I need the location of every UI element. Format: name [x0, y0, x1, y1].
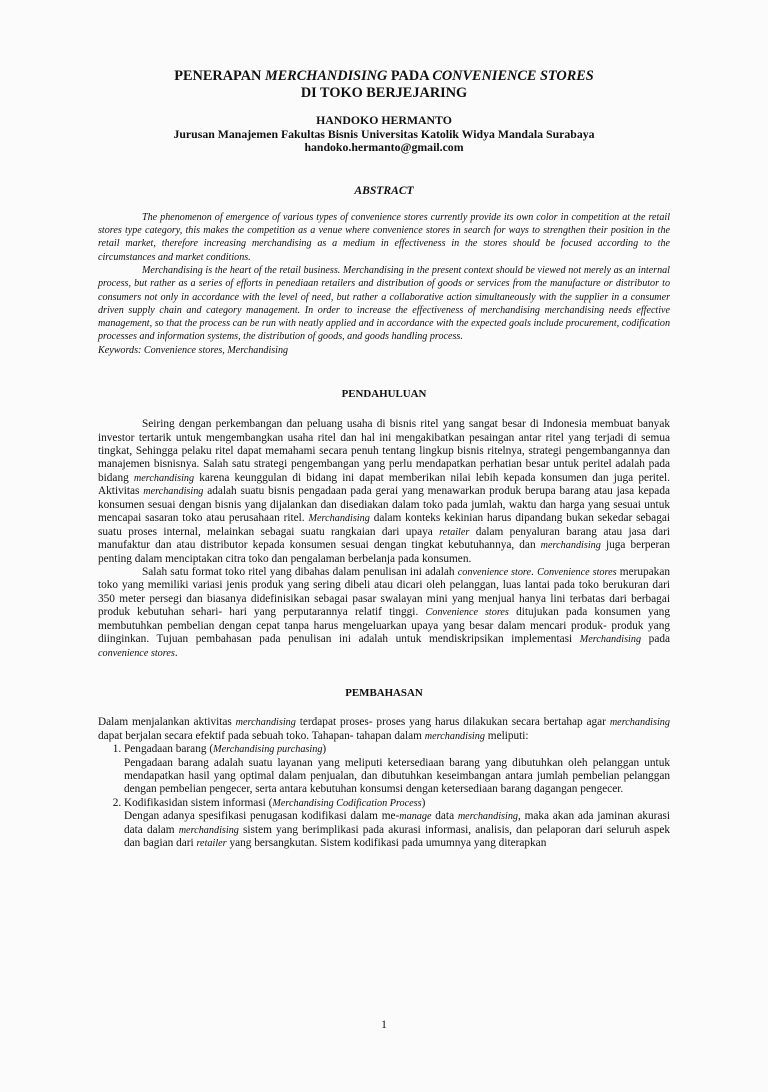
text-run: Pengadaan barang (: [124, 743, 214, 756]
pendahuluan-paragraph-2: [98, 566, 670, 660]
italic-term: convenience store: [457, 567, 532, 579]
abstract-paragraph-2: Merchandising is the heart of the retail business. Merchandising in the present context should be viewed not merely as an internal process, but rather as a series of efforts in penediaan retailers and distribution of goods or services from the manufacture or distributor to consumers not only in accordance with the level of need, but rather a collaborative action simultaneously with the supplier in a consumer driven supply chain and category management. In order to increase the effectiveness of merchandising merchandising needs effective management, so that the process can be run with neatly applied and in accordance with the expected goals include procurement, codification processes and information systems, the distribution of goods, and goods handling process.: [98, 264, 670, 343]
pembahasan-body: [98, 716, 670, 851]
abstract-body: [98, 211, 670, 357]
title-text: PENERAPAN: [174, 68, 265, 84]
text-run: sistem yang berimplikasi pada akurasi informasi, analisis, dan pelaporan dari seluruh aspek dan bagian dari: [124, 823, 670, 850]
pembahasan-intro: [98, 716, 670, 743]
title-line-1: [98, 68, 670, 85]
italic-term: retailer: [439, 526, 470, 538]
text-run: karena keunggulan di bidang ini dapat memberikan nilai lebih kepada konsumen dan juga peritel. Aktivitas: [98, 471, 670, 498]
text-run: dalam konteks kekinian harus dipandang bukan sekedar sebagai suatu proses internal, melainkan sebagai suatu rangkaian dari upaya: [98, 512, 670, 538]
italic-term: Merchandising Codification Process: [272, 797, 422, 809]
abstract-paragraph-1: The phenomenon of emergence of various types of convenience stores currently provide its own color in competition at the retail stores type category, this makes the competition as a venue where convenience stores in search for ways to strengthen their position in the retail market, therefore increasing merchandising as a medium in effectiveness in the stores should be focused according to the circumstances and market conditions.: [98, 211, 670, 263]
list-item-title: [124, 797, 670, 810]
author-affiliation: Jurusan Manajemen Fakultas Bisnis Universitas Katolik Widya Mandala Surabaya: [173, 126, 595, 141]
text-run: .: [531, 566, 538, 579]
text-run: juga berperan penting dalam menciptakan citra toko dan pengalaman berbelanja pada konsumen.: [98, 539, 670, 565]
paper-page: [0, 68, 768, 1092]
text-run: ): [421, 796, 426, 809]
title-text: PADA: [387, 68, 433, 84]
italic-term: retailer: [196, 838, 227, 850]
text-run: adalah suatu bisnis pengadaan pada gerai yang menawarkan produk berupa barang atau jasa kepada konsumen sesuai dengan bisnis yang dijalankan dan disediakan dalam toko pada jumlah, waktu dan harga yang sesuai untuk mencapai sasaran toko atau perusahaan ritel.: [98, 485, 670, 525]
italic-term: merchandising: [143, 486, 204, 498]
abstract-heading: ABSTRACT: [354, 183, 414, 197]
title-italic-text: MERCHANDISING: [264, 68, 388, 84]
italic-term: merchandising: [609, 717, 670, 729]
text-run: dapat berjalan secara efektif pada sebuah toko. Tahapan- tahapan dalam: [98, 729, 425, 742]
section-heading-pendahuluan: PENDAHULUAN: [341, 388, 427, 401]
list-item-body: [124, 810, 670, 850]
italic-term: Merchandising: [579, 634, 642, 646]
italic-term: merchandising: [424, 730, 485, 742]
italic-term: Merchandising purchasing: [213, 744, 323, 756]
text-run: Dalam menjalankan aktivitas: [98, 716, 236, 729]
text-run: , maka akan ada jaminan akurasi data dalam: [124, 810, 670, 836]
text-run: pada: [641, 633, 670, 646]
text-run: terdapat proses- proses yang harus dilakukan secara bertahap agar: [295, 716, 610, 729]
section-heading-pembahasan: PEMBAHASAN: [345, 687, 423, 700]
text-run: Salah satu format toko ritel yang dibahas dalam penulisan ini adalah: [142, 566, 458, 579]
text-run: merupakan toko yang memiliki variasi jenis produk yang sering dibeli atau dicari oleh pelanggan, luas lantai pada toko berukuran dari 350 meter persegi dan biasanya didefinisikan sebagai pasar swalayan mini yang menjual hanya lini terbatas dari berbagai produk kebutuhan sehari- hari yang perputarannya relatif tinggi.: [98, 566, 670, 619]
list-item-title: [124, 743, 670, 756]
title-italic-text: CONVENIENCE STORES: [432, 68, 594, 84]
italic-term: merchandising: [178, 824, 239, 836]
pendahuluan-paragraph-1: [98, 418, 670, 566]
text-run: yang bersangkutan. Sistem kodifikasi pada umumnya yang diterapkan: [226, 837, 547, 850]
pendahuluan-body: [98, 418, 670, 660]
tahapan-list: [98, 743, 670, 851]
italic-term: merchandising: [540, 540, 601, 552]
text-run: meliputi:: [484, 729, 529, 742]
text-run: ditujukan pada konsumen yang membutuhkan pembelian dengan cepat tanpa harus mengeluarkan upaya yang besar dalam mencari produk- produk yang diinginkan. Tujuan pembahasan pada penulisan ini adalah untuk mendiskripsikan implementasi: [98, 606, 670, 646]
keywords-text: Convenience stores, Merchandising: [141, 344, 289, 356]
text-run: Dengan adanya spesifikasi penugasan kodifikasi dalam me-: [124, 810, 400, 823]
keywords-line: [98, 344, 670, 357]
keywords-label: Keywords:: [98, 344, 142, 356]
list-item-body: Pengadaan barang adalah suatu layanan yang meliputi ketersediaan barang yang dibutuhkan oleh pelanggan untuk mendapatkan hasil yang optimal dalam penjualan, dan dibutuhkan keseimbangan antara jumlah pembelian pelanggan dengan pembelian pengecer, serta antara kebutuhan konsumsi dengan ketersediaan barang dagangan pengecer.: [124, 756, 670, 796]
italic-term: Convenience stores: [537, 567, 617, 579]
list-item: [124, 797, 670, 851]
italic-term: merchandising: [235, 717, 296, 729]
italic-term: convenience stores: [98, 647, 175, 659]
text-run: Kodifikasidan sistem informasi (: [124, 796, 273, 809]
text-run: .: [174, 646, 178, 659]
paper-title: [98, 68, 670, 101]
text-run: dalam penyaluran barang atau jasa dari manufaktur dan atau distributor kepada konsumen sesuai dengan tingkat kebutuhannya, dan: [98, 525, 670, 552]
author-email: handoko.hermanto@gmail.com: [304, 140, 464, 155]
text-run: Seiring dengan perkembangan dan peluang usaha di bisnis ritel yang sangat besar di Indonesia membuat banyak investor tertarik untuk mengembangkan usaha ritel dan hal ini mengakibatkan pesaingan antar ritel yang terjadi di semua tingkat, Sehingga pelaku ritel dapat memahami secara penuh tentang lingkup bisnis ritelnya, strategi pengembangannya dan manajemen bisnisnya. Salah satu strategi pengembangan yang perlu mendapatkan perhatian besar untuk peritel adalah pada bidang: [98, 418, 670, 484]
italic-term: Convenience stores: [425, 607, 509, 619]
italic-term: Merchandising: [308, 513, 370, 525]
page-number: 1: [381, 1019, 387, 1031]
author-name: HANDOKO HERMANTO: [316, 113, 452, 127]
author-block: [98, 114, 670, 155]
list-item: [124, 743, 670, 797]
text-run: ): [322, 743, 327, 756]
italic-term: manage: [399, 811, 432, 823]
italic-term: merchandising: [133, 472, 195, 484]
italic-term: merchandising: [457, 811, 519, 823]
title-line-2: DI TOKO BERJEJARING: [300, 84, 468, 101]
text-run: data: [431, 810, 458, 823]
